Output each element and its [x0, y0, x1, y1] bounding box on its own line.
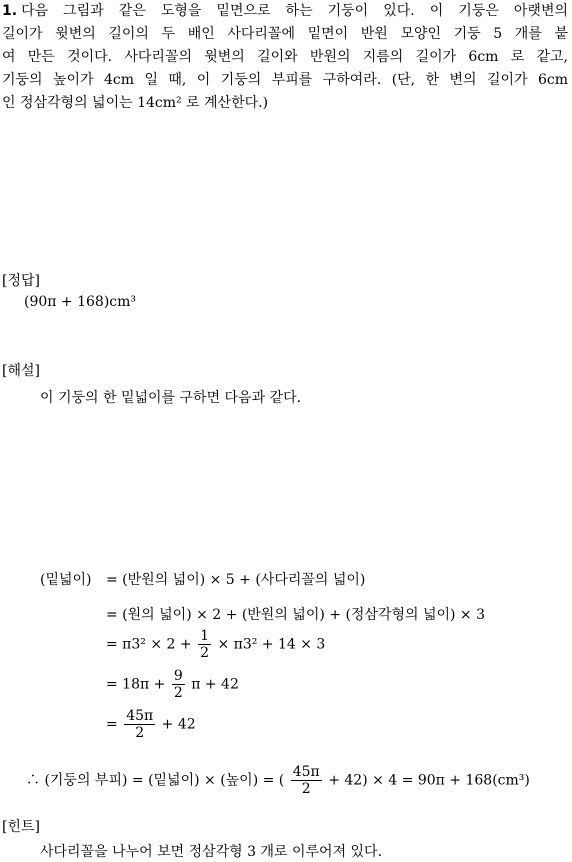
- hint-text: 사다리꼴을 나누어 보면 정삼각형 3 개로 이루어져 있다.: [40, 844, 383, 860]
- eq3-fraction: $\frac{1}{2}$: [200, 628, 209, 661]
- eq4: = 18π + $\frac{9}{2}$ π + 42: [106, 668, 239, 701]
- eq5-fraction: $\frac{45\pi}{2}$: [126, 708, 154, 741]
- eq2: = (원의 넓이) × 2 + (반원의 넓이) + (정삼각형의 넓이) × 3: [106, 607, 486, 623]
- answer-value: (90π + 168)cm³: [24, 294, 137, 310]
- final-fraction: $\frac{45\pi}{2}$: [292, 764, 320, 797]
- problem-line-3: 여 만든 것이다. 사다리꼴의 윗변의 길이와 반원의 지름의 길이가 6cm 로 같고,: [2, 49, 568, 65]
- eq4-fraction: $\frac{9}{2}$: [173, 668, 183, 701]
- explanation-header: [해설]: [2, 363, 40, 379]
- eq5: = $\frac{45\pi}{2}$ + 42: [106, 708, 196, 741]
- hint-header: [힌트]: [2, 819, 40, 835]
- problem-line-4: 기둥의 높이가 4cm 일 때, 이 기둥의 부피를 구하여라. (단, 한 변의 길이가 6cm: [2, 72, 568, 88]
- eq3: = π3² × 2 + $\frac{1}{2}$ × π3² + 14 × 3: [106, 628, 326, 661]
- problem-line-5: 인 정삼각형의 넓이는 14cm² 로 계산한다.): [2, 95, 269, 111]
- eq1-lhs: (밑넓이): [40, 572, 92, 588]
- problem-line-1: 다음 그림과 같은 도형을 밑면으로 하는 기둥이 있다. 이 기둥은 아랫변의: [21, 3, 568, 19]
- final-equation: ∴ (기둥의 부피) = (밑넓이) × (높이) = ( $\frac{45\pi}{2}$ + 42) × 4 = 90π + 168(cm³): [26, 764, 530, 797]
- problem-line-2: 길이가 윗변의 길이의 두 배인 사다리꼴에 밑면이 반원 모양인 기둥 5 개를 붙: [2, 26, 568, 42]
- explanation-intro: 이 기둥의 한 밑넓이를 구하면 다음과 같다.: [40, 390, 302, 406]
- problem-number: 1.: [2, 3, 18, 19]
- problem-text: [2, 0, 568, 115]
- eq1-rhs: = (반원의 넓이) × 5 + (사다리꼴의 넓이): [106, 572, 366, 588]
- answer-header: [정답]: [2, 273, 40, 289]
